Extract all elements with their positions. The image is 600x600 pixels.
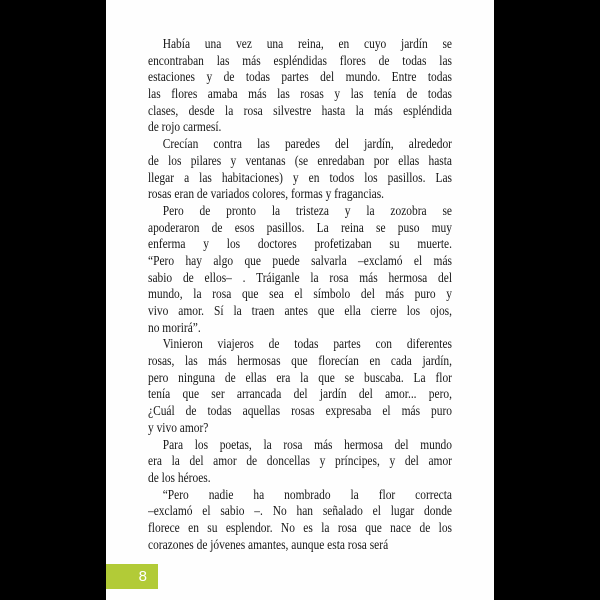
text-line: encontraban las más espléndidas flores de todas las (148, 53, 452, 69)
text-line: de los pilares y ventanas (se enredaban por ellas hasta (148, 153, 452, 169)
text-line: florece en su esplendor. No es la rosa que nace de los (148, 520, 452, 536)
text-line: Vinieron viajeros de todas partes con diferentes (162, 337, 452, 353)
text-line: vivo amor. Sí la traen antes que ella cierre los ojos, (148, 304, 452, 319)
text-line: pero ninguna de ellas era la que se buscaba. La flor (148, 370, 452, 386)
book-page (106, 0, 494, 600)
text-line: llegar a las habitaciones) y en todos los pasillos. Las (148, 170, 452, 186)
text-line: Pero de pronto la tristeza y la zozobra se (162, 203, 452, 219)
text-line: estaciones y de todas partes del mundo. Entre todas (148, 70, 452, 86)
text-line: de rojo carmesí. (148, 120, 222, 136)
text-line: sabio de ellos– . Tráiganle la rosa más hermosa del (148, 270, 452, 286)
text-line: rosas eran de variados colores, formas y fragancias. (148, 187, 385, 203)
text-line: Crecían contra las paredes del jardín, alrededor (162, 137, 452, 153)
text-line: “Pero hay algo que puede salvarla –exclamó el más (148, 253, 452, 269)
text-line: corazones de jóvenes amantes, aunque esta rosa será (148, 537, 389, 553)
page-number-badge: 8 (106, 564, 158, 589)
text-line: Para los poetas, la rosa más hermosa del mundo (162, 437, 452, 453)
text-line: no morirá”. (148, 320, 201, 336)
text-line: ¿Cuál de todas aquellas rosas expresaba el más puro (148, 404, 452, 420)
text-line: –exclamó el sabio –. No han señalado el lugar donde (148, 504, 452, 520)
text-line: mundo, la rosa que sea el símbolo del más puro y (148, 287, 452, 303)
text-line: apoderaron de esos pasillos. La reina se puso muy (148, 220, 452, 236)
text-line: Había una vez una reina, en cuyo jardín se (162, 37, 452, 52)
story-text (148, 37, 452, 554)
text-line: de los héroes. (148, 470, 211, 486)
story-text-block (148, 37, 452, 554)
text-line: y vivo amor? (148, 420, 209, 436)
text-line: las flores amaba más las rosas y las tenía de todas (148, 87, 452, 103)
text-line: enferma y los doctores profetizaban su muerte. (148, 237, 452, 253)
text-line: rosas, las más hermosas que florecían en cada jardín, (148, 354, 452, 370)
text-line: era la del amor de doncellas y príncipes, y del amor (148, 454, 452, 470)
text-line: clases, desde la rosa silvestre hasta la más espléndida (148, 103, 452, 119)
text-line: “Pero nadie ha nombrado la flor correcta (162, 487, 452, 503)
text-line: tenía que ser arrancada del jardín del amor... pero, (148, 387, 452, 403)
